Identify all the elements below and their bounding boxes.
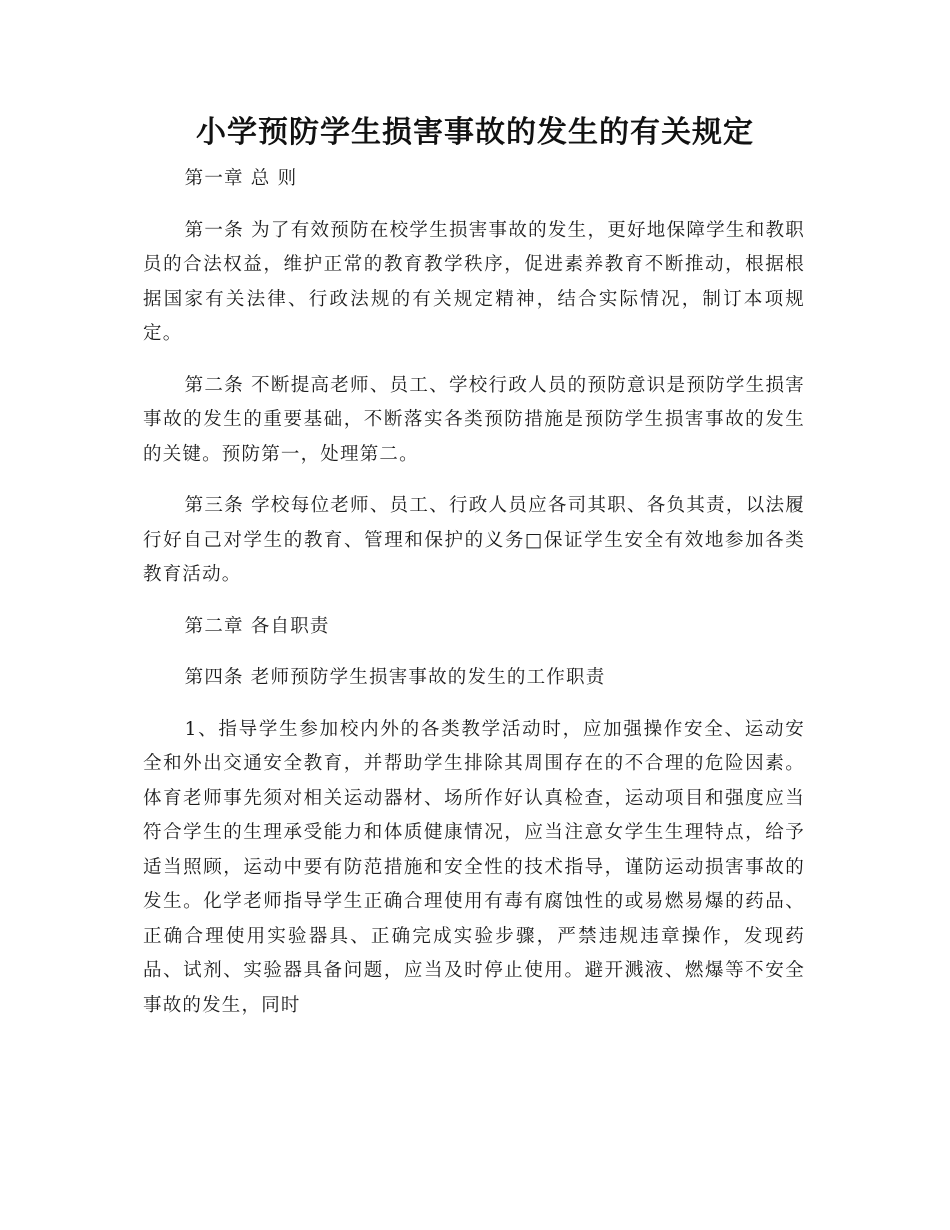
article-4-item-1: 1、指导学生参加校内外的各类教学活动时，应加强操作安全、运动安全和外出交通安全教育，并帮助学生排除其周围存在的不合理的危险因素。体育老师事先须对相关运动器材、场所作好认真检查，运动项目和强度应当符合学生的生理承受能力和体质健康情况，应当注意女学生生理特点，给予适当照顾，运动中要有防范措施和安全性的技术指导，谨防运动损害事故的发生。化学老师指导学生正确合理使用有毒有腐蚀性的或易燃易爆的药品、正确合理使用实验器具、正确完成实验步骤，严禁违规违章操作，发现药品、试剂、实验器具备问题，应当及时停止使用。避开溅液、燃爆等不安全事故的发生，同时 — [143, 718, 805, 1016]
article-1: 第一条 为了有效预防在校学生损害事故的发生，更好地保障学生和教职员的合法权益，维护正常的教育教学秩序，促进素养教育不断推动，根据根据国家有关法律、行政法规的有关规定精神，结合实际情况，制订本项规定。 — [143, 219, 805, 344]
article-2: 第二条 不断提高老师、员工、学校行政人员的预防意识是预防学生损害事故的发生的重要基础，不断落实各类预防措施是预防学生损害事故的发生的关键。预防第一，处理第二。 — [143, 374, 805, 465]
document-body — [143, 162, 805, 1023]
chapter-heading-1: 第一章 总 则 — [184, 168, 298, 189]
document-title: 小学预防学生损害事故的发生的有关规定 — [196, 115, 754, 150]
chapter-heading-2: 第二章 各自职责 — [184, 615, 330, 637]
article-4: 第四条 老师预防学生损害事故的发生的工作职责 — [184, 667, 606, 688]
article-3: 第三条 学校每位老师、员工、行政人员应各司其职、各负其责，以法履行好自己对学生的教育、管理和保护的义务□保证学生安全有效地参加各类教育活动。 — [143, 495, 805, 585]
